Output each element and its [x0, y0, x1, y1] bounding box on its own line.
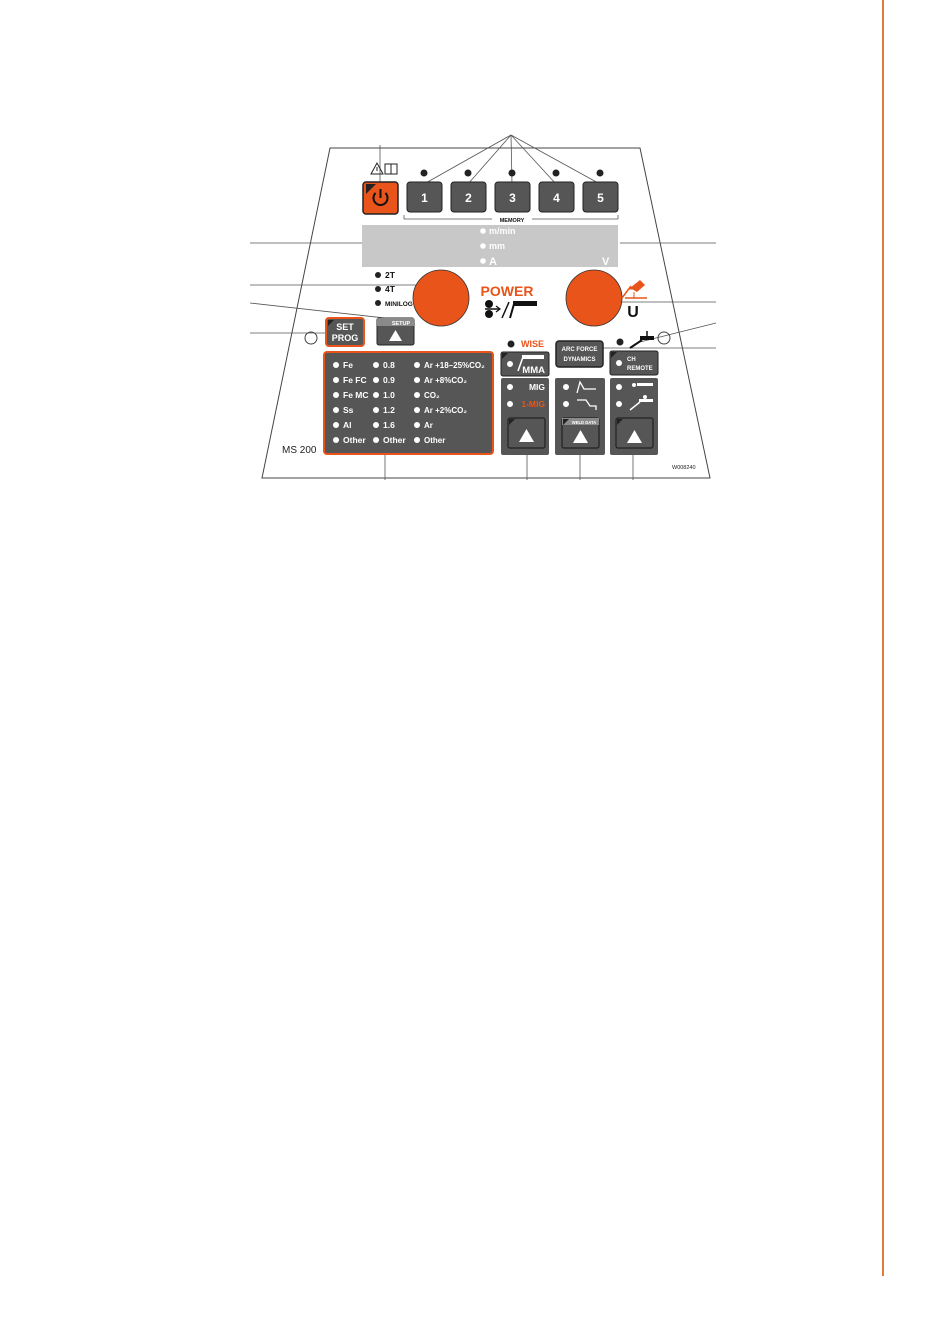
memory-button-3[interactable] — [495, 182, 530, 212]
metal-al: Al — [343, 420, 352, 430]
wire-0-8: 0.8 — [383, 360, 395, 370]
gun-led — [617, 339, 624, 346]
ch-remote-button[interactable] — [610, 351, 658, 375]
prog-label: PROG — [331, 333, 359, 343]
metal-ss: Ss — [343, 405, 354, 415]
memory-button-5[interactable] — [583, 182, 618, 212]
wire-1-2: 1.2 — [383, 405, 395, 415]
mode-2t: 2T — [385, 270, 395, 280]
remote-select-button[interactable] — [616, 418, 653, 448]
unit-amps: A — [489, 256, 497, 268]
memory-button-4-label: 4 — [553, 191, 560, 205]
wire-0-9: 0.9 — [383, 375, 395, 385]
voltage-knob[interactable] — [566, 270, 622, 326]
wire-other: Other — [383, 435, 406, 445]
power-label: POWER — [480, 283, 534, 299]
model-name: MS 200 — [282, 445, 317, 456]
wise-led — [508, 341, 515, 348]
drawing-code: W008240 — [672, 465, 696, 471]
gas-ar-2: Ar +2%CO₂ — [424, 406, 467, 415]
mig-label: MIG — [528, 382, 545, 392]
one-mig-label: 1-MIG — [521, 399, 545, 409]
memory-button-1[interactable] — [407, 182, 442, 212]
memory-button-2-label: 2 — [465, 191, 472, 205]
remote-label: REMOTE — [627, 366, 653, 372]
gas-ar-8: Ar +8%CO₂ — [424, 376, 467, 385]
wire-1-6: 1.6 — [383, 420, 395, 430]
gas-ar: Ar — [424, 421, 433, 430]
power-knob[interactable] — [413, 270, 469, 326]
memory-button-5-label: 5 — [597, 191, 604, 205]
dynamics-label: DYNAMICS — [563, 357, 596, 363]
gas-ar-18-25: Ar +18–25%CO₂ — [424, 361, 485, 370]
weld-data-label: WELD DATA — [571, 420, 597, 425]
unit-m-min: m/min — [489, 226, 516, 236]
wise-label: WISE — [521, 339, 545, 349]
set-prog-button[interactable] — [326, 318, 364, 346]
unit-mm: mm — [489, 241, 506, 251]
metal-fe: Fe — [343, 360, 353, 370]
memory-label: MEMORY — [499, 218, 525, 224]
memory-button-3-label: 3 — [509, 191, 516, 205]
wire-1-0: 1.0 — [383, 390, 395, 400]
arc-force-label: ARC FORCE — [561, 347, 598, 353]
voltage-label: U — [627, 304, 639, 321]
set-label: SET — [336, 322, 354, 332]
mode-minilog: MINILOG — [385, 301, 413, 308]
gas-other: Other — [424, 436, 446, 445]
memory-button-1-label: 1 — [421, 191, 428, 205]
memory-button-4[interactable] — [539, 182, 574, 212]
materials-panel — [324, 352, 493, 454]
weld-data-button[interactable] — [562, 418, 599, 448]
process-select-button[interactable] — [508, 418, 545, 448]
mma-label: MMA — [522, 365, 545, 376]
gas-co2: CO₂ — [424, 391, 440, 400]
metal-fe-mc: Fe MC — [343, 390, 369, 400]
power-button[interactable] — [363, 182, 398, 214]
memory-button-2[interactable] — [451, 182, 486, 212]
metal-fe-fc: Fe FC — [343, 375, 367, 385]
setup-button[interactable] — [377, 318, 414, 345]
mode-4t: 4T — [385, 284, 395, 294]
display-panel — [362, 225, 618, 268]
unit-volts: V — [602, 256, 610, 268]
mma-button[interactable] — [501, 352, 549, 376]
metal-other: Other — [343, 435, 366, 445]
ch-label: CH — [627, 357, 636, 363]
arc-force-button[interactable] — [556, 341, 603, 367]
setup-label: SETUP — [391, 321, 411, 327]
